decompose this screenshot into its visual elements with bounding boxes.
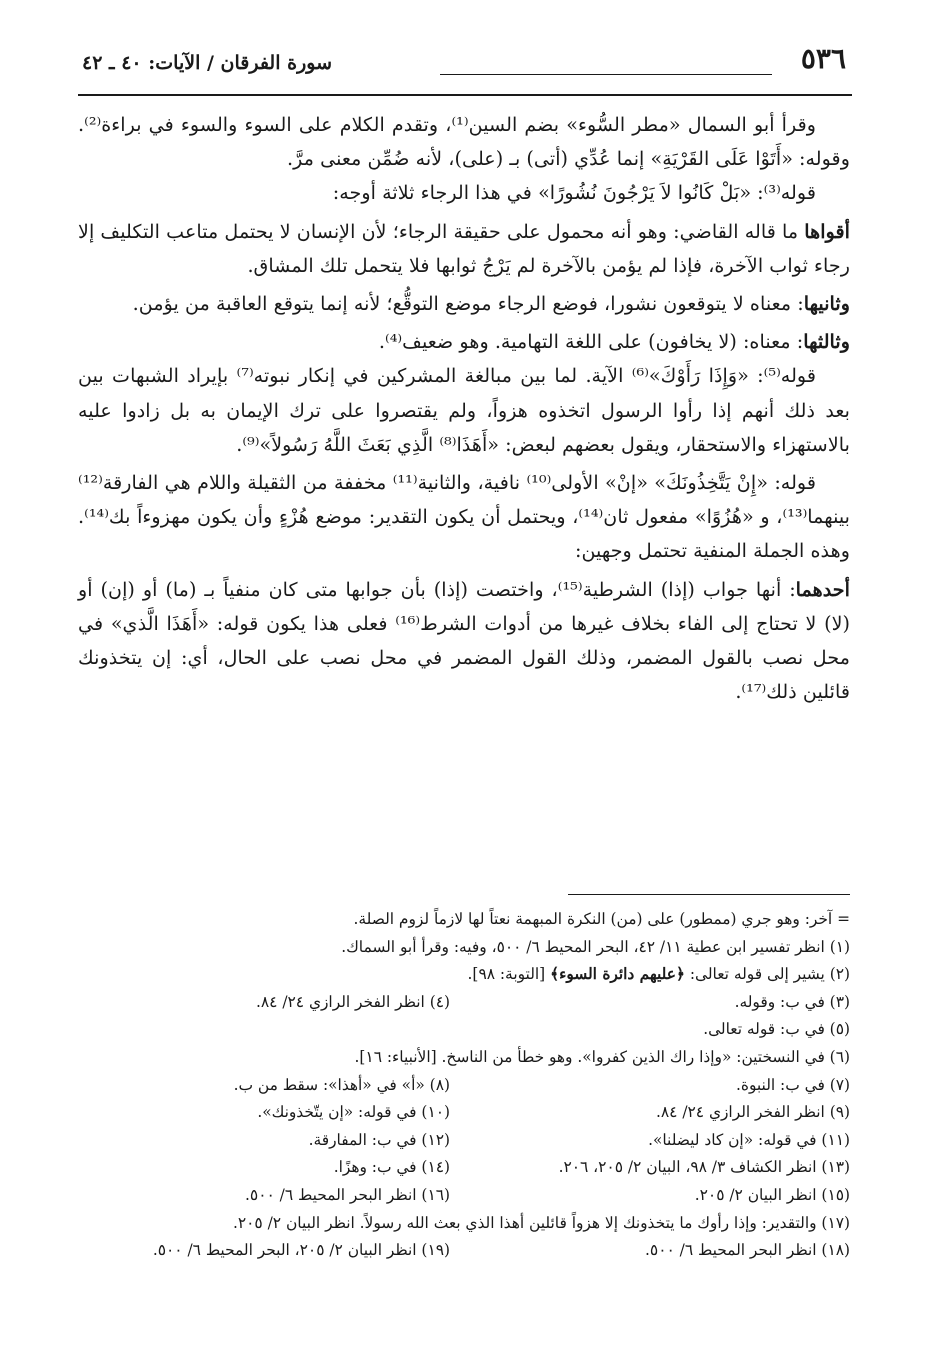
footnote-continued: = آخر: وهو جري (ممطور) على (من) النكرة المبهمة نعتاً لها لازماً لزوم الصلة. (353, 910, 850, 928)
footnote-row (62, 1154, 850, 1182)
footnotes (62, 906, 850, 1265)
footnote-row (62, 1072, 850, 1100)
footnote-9: (٩) انظر الفخر الرازي ٢٤/ ٨٤. (655, 1103, 850, 1122)
paragraph-7: قوله: «إِنْ يَتَّخِذُونَكَ» «إنْ» الأولى⁽¹⁰⁾ نافية، والثانية⁽¹¹⁾ مخففة من الثقيلة واللام هي الفارقة⁽¹²⁾ بينهما⁽¹³⁾، و «هُزُوًا» مفعول ثان⁽¹⁴⁾، ويحتمل أن يكون التقدير: موضع هُزْءٍ وأن يكون مهزوءاً بك⁽¹⁴⁾. وهذه الجملة المنفية تحتمل وجهين: (78, 471, 850, 563)
footnote-3: (٣) في ب: وقوله. (734, 992, 850, 1011)
footnote-1: (١) انظر تفسير ابن عطية ١١/ ٤٢، البحر المحيط ٦/ ٥٠٠، وفيه: وقرأ أبو السماك. (341, 937, 850, 956)
footnote-7: (٧) في ب: النبوة. (736, 1075, 850, 1094)
paragraph-8 (78, 573, 850, 710)
paragraph-4-text: : معناه لا يتوقعون نشورا، فوضع الرجاء موضع التوقُّع؛ لأنه إنما يتوقع العاقبة من يؤمن. (132, 292, 804, 316)
footnote-6: (٦) في النسختين: «وإذا راك الذين كفروا». وهو خطأ من الناسخ. [الأنبياء: ١٦]. (354, 1047, 850, 1066)
paragraph-8-text: : أنها جواب (إذا) الشرطية⁽¹⁵⁾، واختصت (إذا) بأن جوابها متى كان منفياً بـ (ما) أو (إن) أو (لا) لا تحتاج إلى الفاء بخلاف غيرها من أدوات الشرط⁽¹⁶⁾ فعلى هذا يكون قوله: «أَهَذَا الَّذي» في محل نصب بالقول المضمر، وذلك القول المضمر في محل نصب على الحال، أي: إن يتخذونك قائلين ذلك⁽¹⁷⁾. (78, 577, 850, 704)
footnote-row (62, 1127, 850, 1155)
footnote-19: (١٩) انظر البيان ٢/ ٢٠٥، البحر المحيط ٦/ ٥٠٠. (152, 1241, 450, 1260)
paragraph-3-text: ما قاله القاضي: وهو أنه محمول على حقيقة الرجاء؛ لأن الإنسان لا يحتمل متاعب التكليف إلا رجاء ثواب الآخرة، فإذا لم يؤمن بالآخرة لم يَرْجُ ثوابها فلا يتحمل تلك المشاق. (78, 219, 850, 277)
footnote-13: (١٣) انظر الكشاف ٣/ ٩٨، البيان ٢/ ٢٠٥، ٢٠٦. (558, 1158, 850, 1177)
footnote-2-prefix: (٢) يشير إلى قوله تعالى: (684, 965, 850, 984)
footnote-10: (١٠) في قوله: «إن يتّخذونك». (257, 1103, 450, 1122)
footnote-14: (١٤) في ب: وهزًا. (333, 1158, 450, 1177)
footnote-11: (١١) في قوله: «إن كاد ليضلنا». (648, 1130, 850, 1149)
paragraph-3 (78, 215, 850, 283)
page-number: ٥٣٦ (800, 42, 846, 75)
paragraph-5 (78, 325, 850, 359)
running-title: سورة الفرقان / الآيات: ٤٠ ـ ٤٢ (82, 52, 332, 74)
footnote-2 (62, 961, 850, 989)
footnote-18: (١٨) انظر البحر المحيط ٦/ ٥٠٠. (645, 1241, 850, 1260)
lead-word-3: وثالثها (803, 330, 850, 354)
paragraph-1: وقرأ أبو السمال «مطر السُّوء» بضم السين⁽¹⁾، وتقدم الكلام على السوء والسوء في براءة⁽²⁾. وقوله: «أَتَوْا عَلَى القَرْيَةِ» إنما عُدِّي (أتى) بـ (على)، لأنه ضُمِّن معنى مرَّ. (78, 113, 850, 171)
footnote-row (62, 1099, 850, 1127)
footnote-12: (١٢) في ب: المفارقة. (308, 1130, 450, 1149)
footnote-16: (١٦) انظر البحر المحيط ٦/ ٥٠٠. (245, 1185, 450, 1204)
footnote-15: (١٥) انظر البيان ٢/ ٢٠٥. (694, 1185, 850, 1204)
main-text (78, 108, 850, 709)
footnote-2-suffix: [التوبة: ٩٨]. (467, 965, 551, 984)
header-rule (440, 74, 772, 75)
paragraph-2: قوله⁽³⁾: «بَلْ كَانُوا لاَ يَرْجُونَ نُشُورًا» في هذا الرجاء ثلاثة أوجه: (332, 181, 816, 205)
footnote-separator (568, 894, 850, 895)
footnote-4: (٤) انظر الفخر الرازي ٢٤/ ٨٤. (255, 992, 450, 1011)
lead-word-1: أقواها (804, 219, 850, 243)
lead-word-4: أحدهما (795, 577, 850, 601)
lead-word-2: وثانيها (803, 292, 850, 316)
page-header (78, 38, 852, 96)
footnote-row (62, 1237, 850, 1265)
footnote-row (62, 989, 850, 1017)
paragraph-4 (78, 287, 850, 321)
paragraph-5-text: : معناه: (لا يخافون) على اللغة التهامية. وهو ضعيف⁽⁴⁾. (378, 330, 804, 354)
footnote-8: (٨) «أ» في «أهذا»: سقط من ب. (233, 1075, 450, 1094)
footnote-5: (٥) في ب: قوله تعالى. (703, 1020, 850, 1039)
footnote-row (62, 1182, 850, 1210)
paragraph-6: قوله⁽⁵⁾: «وَإِذَا رَأَوْكَ»⁽⁶⁾ الآية. لما بين مبالغة المشركين في إنكار نبوته⁽⁷⁾ بإيراد الشبهات بين بعد ذلك أنهم إذا رأوا الرسول اتخذوه هزواً، ولم يقتصروا على ترك الإيمان به بل زادوا عليه بالاستهزاء والاستحقار، ويقول بعضهم لبعض: «أَهَذَا⁽⁸⁾ الَّذِي بَعَثَ اللَّهُ رَسُولاً»⁽⁹⁾. (78, 364, 850, 456)
footnote-17: (١٧) والتقدير: وإذا رأوك ما يتخذونك إلا هزواً قائلين أهذا الذي بعث الله رسولاً. انظر البيان ٢/ ٢٠٥. (232, 1213, 850, 1232)
quran-quote: ﴿عليهم دائرة السوء﴾ (550, 965, 685, 984)
